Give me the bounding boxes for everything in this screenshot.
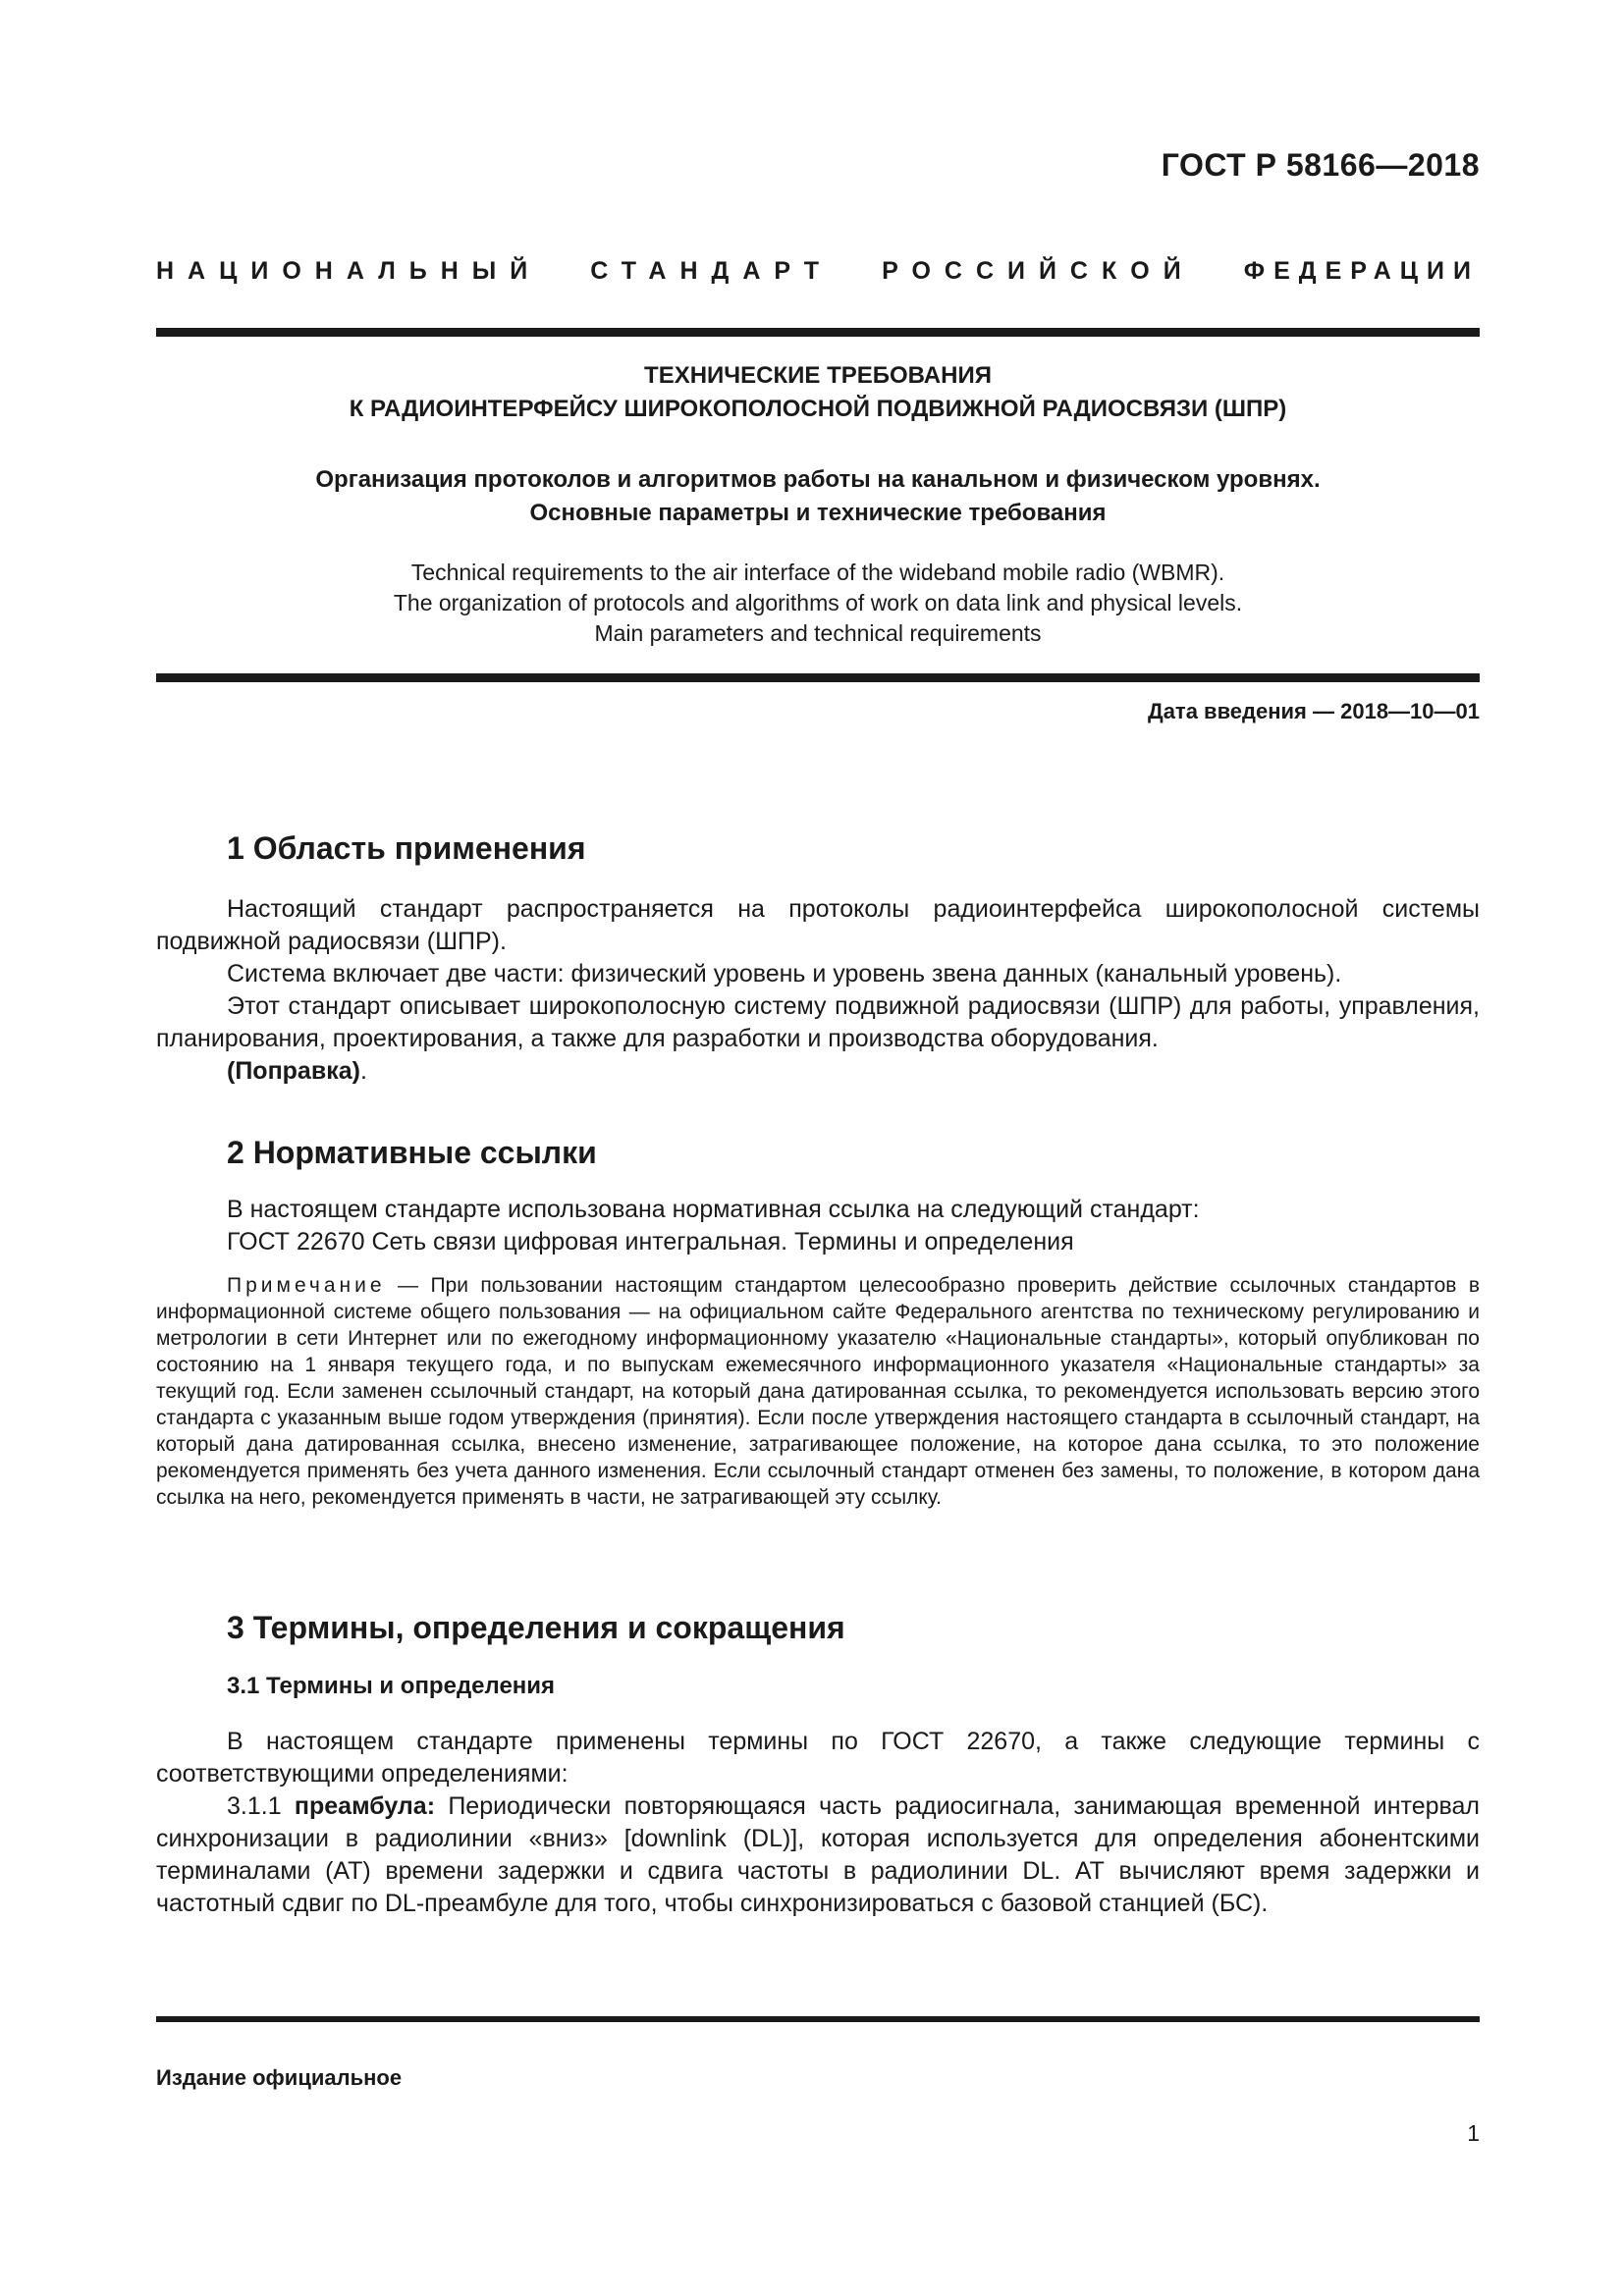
paragraph: ГОСТ 22670 Сеть связи цифровая интегральная. Термины и определения (227, 1228, 1074, 1255)
subtitle-line: Основные параметры и технические требования (529, 500, 1107, 526)
term-number: 3.1.1 (227, 1792, 295, 1820)
subtitle-line: Организация протоколов и алгоритмов работы на канальном и физическом уровнях. (315, 466, 1321, 493)
paragraph: Этот стандарт описывает широкополосную систему подвижной радиосвязи (ШПР) для работы, управления, планирования, проектирования, а также для разработки и производства оборудования. (156, 992, 1480, 1052)
document-page (156, 0, 1480, 2296)
section-heading: 2 Нормативные ссылки (227, 1135, 597, 1170)
section-body (156, 1726, 1480, 1920)
banner-word: НАЦИОНАЛЬНЫЙ (156, 257, 542, 285)
paragraph: В настоящем стандарте использована нормативная ссылка на следующий стандарт: (227, 1196, 1200, 1223)
section-body (156, 893, 1480, 1088)
term-name: преамбула: (294, 1792, 436, 1820)
title-bottom-rule (156, 673, 1480, 682)
banner-word: СТАНДАРТ (590, 257, 834, 285)
paragraph-tail: . (359, 1057, 367, 1085)
section-heading: 3 Термины, определения и сокращения (227, 1610, 845, 1645)
term-definition (156, 1790, 1480, 1920)
note-label: Примечание (227, 1274, 386, 1297)
amendment-mark: (Поправка) (227, 1057, 360, 1085)
note (156, 1272, 1480, 1511)
document-title (156, 359, 1480, 426)
term-text: Периодически повторяющаяся часть радиосигнала, занимающая временной интервал синхронизации в радиолинии «вниз» [downlink (DL)], которая используется для определения абонентскими терминалами (АТ) времени задержки и сдвига частоты в радиолинии DL. АТ вычисляют время задержки и частотный сдвиг по DL-преамбуле для того, чтобы синхронизироваться с базовой станцией (БС). (156, 1792, 1480, 1917)
document-subtitle (156, 463, 1480, 530)
english-title-line: Main parameters and technical requirements (594, 620, 1042, 646)
english-title-line: The organization of protocols and algorithms of work on data link and physical levels. (393, 590, 1243, 615)
section-body (156, 1194, 1480, 1258)
note-paragraph (156, 1272, 1480, 1511)
paragraph: Система включает две части: физический уровень и уровень звена данных (канальный уровень). (227, 960, 1342, 988)
footer-rule (156, 2016, 1480, 2022)
banner-word: РОССИЙСКОЙ (882, 257, 1195, 285)
english-title (156, 558, 1480, 649)
paragraph: Настоящий стандарт распространяется на протоколы радиоинтерфейса широкополосной системы подвижной радиосвязи (ШПР). (156, 895, 1480, 955)
page-number: 1 (1467, 2120, 1480, 2146)
english-title-line: Technical requirements to the air interface of the wideband mobile radio (WBMR). (410, 560, 1225, 585)
banner-word: ФЕДЕРАЦИИ (1243, 257, 1480, 285)
edition-label: Издание официальное (156, 2065, 403, 2090)
note-text: — При пользовании настоящим стандартом целесообразно проверить действие ссылочных стандартов в информационной системе общего пользования — на официальном сайте Федерального агентства по техническому регулированию и метрологии в сети Интернет или по ежегодному информационному указателю «Национальные стандарты», который опубликован по состоянию на 1 января текущего года, и по выпускам ежемесячного информационного указателя «Национальные стандарты» за текущий год. Если заменен ссылочный стандарт, на который дана датированная ссылка, то рекомендуется использовать версию этого стандарта с указанным выше годом утверждения (принятия). Если после утверждения настоящего стандарта в ссылочный стандарт, на который дана датированная ссылка, внесено изменение, затрагивающее положение, на которое дана ссылка, то это положение рекомендуется применять без учета данного изменения. Если ссылочный стандарт отменен без замены, то положение, в котором дана ссылка на него, рекомендуется применять в части, не затрагивающей эту ссылку. (156, 1274, 1480, 1509)
top-rule (156, 328, 1480, 337)
introduction-date: Дата введения — 2018—10—01 (1148, 699, 1480, 723)
paragraph: В настоящем стандарте применены термины по ГОСТ 22670, а также следующие термины с соответствующими определениями: (156, 1728, 1480, 1788)
document-number: ГОСТ Р 58166—2018 (1161, 147, 1480, 183)
paragraph (156, 1055, 1480, 1088)
national-standard-banner (156, 257, 1480, 286)
subsection-heading: 3.1 Термины и определения (227, 1673, 556, 1699)
section-heading: 1 Область применения (227, 830, 586, 866)
title-line: К РАДИОИНТЕРФЕЙСУ ШИРОКОПОЛОСНОЙ ПОДВИЖНОЙ РАДИОСВЯЗИ (ШПР) (349, 396, 1287, 422)
title-line: ТЕХНИЧЕСКИЕ ТРЕБОВАНИЯ (644, 362, 992, 389)
